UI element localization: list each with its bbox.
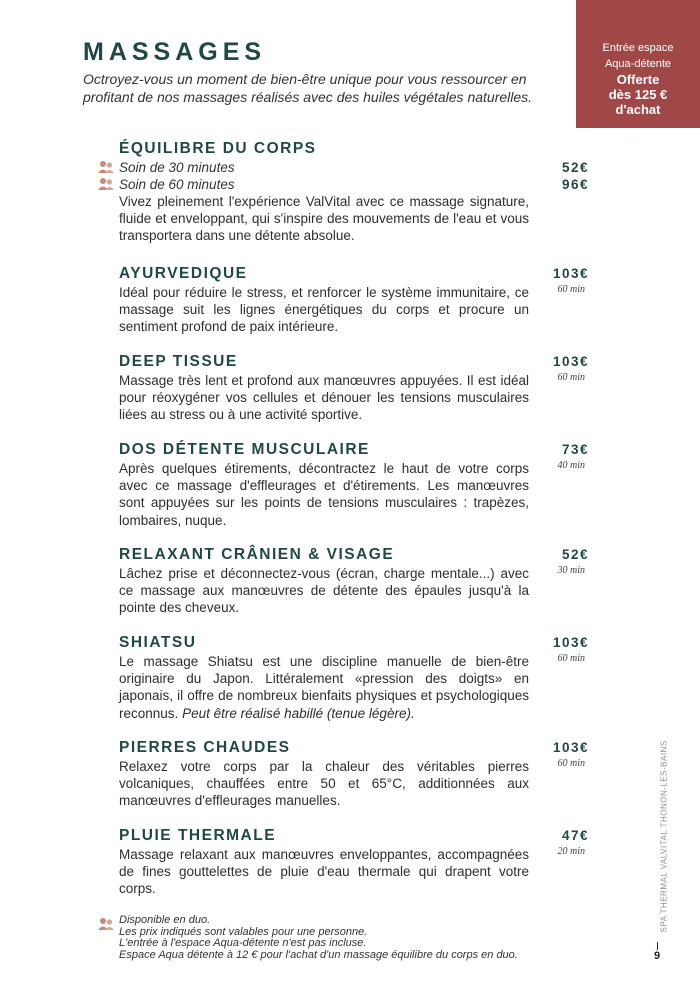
page-number: 9 [654, 950, 661, 962]
section-duration: 30 min [557, 565, 585, 576]
section-description: Idéal pour réduire le stress, et renforcer le système immunitaire, ce massage suit les lignes énergétiques du corps et procure un sentiment profond de paix intérieure. [119, 285, 529, 335]
section-price: 103€ [552, 354, 589, 369]
option-price: 96€ [561, 177, 589, 192]
section-price: 103€ [552, 635, 589, 650]
promo-line-1: Entrée espace [602, 42, 674, 54]
option-60min [119, 176, 589, 193]
section-description-text: Le massage Shiatsu est une discipline manuelle de bien-être originaire du Japon. Littéralement «pression des doigts» en japonais, il offre de nombreux bienfaits physiques et psychologiques reconnus. [119, 654, 529, 721]
divider [657, 942, 658, 950]
section-description: Massage très lent et profond aux manœuvres appuyées. Il est idéal pour réoxygéner vos cellules et dénouer les tensions musculaires liées au stress ou à une activité sportive. [119, 373, 529, 423]
option-label: Soin de 30 minutes [119, 160, 235, 175]
duo-icon [97, 177, 115, 195]
footnotes [119, 915, 619, 961]
option-price: 52€ [561, 160, 589, 175]
section-description: Lâchez prise et déconnectez-vous (écran, charge mentale...) avec ce massage aux manœuvres de détente des épaules jusqu'à la pointe des cheveux. [119, 566, 529, 616]
promo-banner [576, 0, 700, 128]
page-intro: Octroyez-vous un moment de bien-être unique pour vous ressourcer en profitant de nos massages réalisés avec des huiles végétales naturelles. [83, 71, 533, 105]
section-deep-tissue [119, 352, 589, 424]
section-description: Vivez pleinement l'expérience ValVital avec ce massage signature, fluide et enveloppant, qui s'inspire des mouvements de l'eau et vous transportera dans une détente absolue. [119, 194, 529, 244]
section-price: 73€ [561, 442, 589, 457]
footnote-entry: L'entrée à l'espace Aqua-détente n'est pas incluse. [119, 937, 367, 949]
duo-icon [97, 160, 115, 178]
section-relaxant-cranien [119, 545, 589, 617]
side-brand-label: SPA THERMAL VALVITAL THONON-LES-BAINS [659, 740, 669, 933]
section-duration: 20 min [557, 846, 585, 857]
section-description: Massage relaxant aux manœuvres enveloppantes, accompagnées de fines gouttelettes de pluie d'eau thermale qui drapent votre corps. [119, 847, 529, 897]
duo-icon [97, 917, 115, 936]
promo-line-3: Offerte [616, 72, 660, 87]
section-duration: 40 min [557, 460, 585, 471]
section-duration: 60 min [557, 372, 585, 383]
page-title: MASSAGES [83, 38, 267, 66]
section-description [119, 653, 529, 722]
section-title: DOS DÉTENTE MUSCULAIRE [119, 441, 370, 458]
section-title: DEEP TISSUE [119, 353, 238, 370]
section-pierres-chaudes [119, 738, 589, 810]
side-brand-text [654, 738, 668, 938]
section-equilibre-du-corps [119, 139, 589, 245]
section-shiatsu [119, 633, 589, 722]
section-dos-detente [119, 440, 589, 529]
promo-line-4: dès 125 € [608, 87, 668, 102]
section-pluie-thermale [119, 826, 589, 898]
footnote-aqua: Espace Aqua détente à 12 € pour l'achat d'un massage équilibre du corps en duo. [119, 948, 518, 961]
section-title: PLUIE THERMALE [119, 827, 277, 844]
section-title: RELAXANT CRÂNIEN & VISAGE [119, 546, 395, 563]
section-title: SHIATSU [119, 634, 197, 651]
section-ayurvedique [119, 264, 589, 336]
section-duration: 60 min [557, 758, 585, 769]
option-30min [119, 159, 589, 176]
section-title: ÉQUILIBRE DU CORPS [119, 140, 317, 157]
footnote-prices: Les prix indiqués sont valables pour une personne. [119, 925, 368, 938]
promo-line-5: d'achat [615, 102, 661, 117]
section-duration: 60 min [557, 284, 585, 295]
section-title: PIERRES CHAUDES [119, 739, 291, 756]
section-duration: 60 min [557, 653, 585, 664]
section-price: 103€ [552, 266, 589, 281]
footnote-duo: Disponible en duo. [119, 914, 211, 926]
section-title: AYURVEDIQUE [119, 265, 248, 282]
section-price: 47€ [561, 828, 589, 843]
section-price: 103€ [552, 740, 589, 755]
section-description-note: Peut être réalisé habillé (tenue légère). [182, 705, 415, 721]
option-label: Soin de 60 minutes [119, 177, 235, 192]
section-description: Après quelques étirements, décontractez le haut de votre corps avec ce massage d'effleurages et d'étirements. Les manœuvres sont appuyées sur les points de tensions musculaires : trapèzes, lombaires, nuque. [119, 461, 529, 528]
section-price: 52€ [561, 547, 589, 562]
promo-line-2: Aqua-détente [604, 58, 672, 70]
section-description: Relaxez votre corps par la chaleur des véritables pierres volcaniques, chauffées entre 50 et 65°C, additionnées aux manœuvres d'effleurages manuelles. [119, 759, 529, 809]
